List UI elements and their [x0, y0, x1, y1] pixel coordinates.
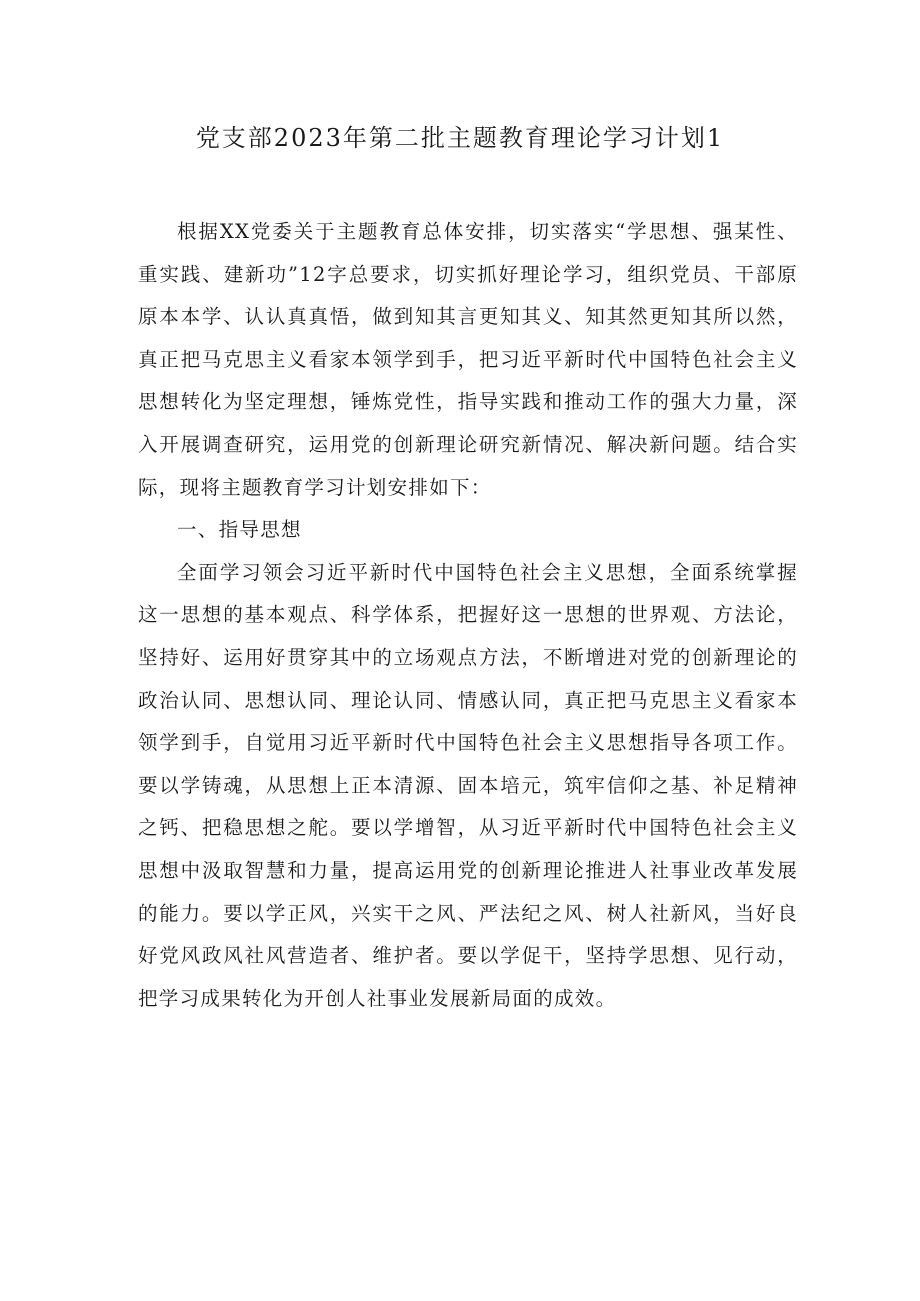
document-body	[138, 211, 798, 1020]
section-paragraph-guiding-ideology: 全面学习领会习近平新时代中国特色社会主义思想，全面系统掌握这一思想的基本观点、科学体系，把握好这一思想的世界观、方法论，坚持好、运用好贯穿其中的立场观点方法，不断增进对党的创新理论的政治认同、思想认同、理论认同、情感认同，真正把马克思主义看家本领学到手，自觉用习近平新时代中国特色社会主义思想指导各项工作。要以学铸魂，从思想上正本清源、固本培元，筑牢信仰之基、补足精神之钙、把稳思想之舵。要以学增智，从习近平新时代中国特色社会主义思想中汲取智慧和力量，提高运用党的创新理论推进人社事业改革发展的能力。要以学正风，兴实干之风、严法纪之风、树人社新风，当好良好党风政风社风营造者、维护者。要以学促干，坚持学思想、见行动，把学习成果转化为开创人社事业发展新局面的成效。	[138, 560, 798, 1010]
section-heading-guiding-ideology: 一、指导思想	[177, 518, 302, 542]
intro-paragraph: 根据XX党委关于主题教育总体安排，切实落实“学思想、强某性、重实践、建新功”12字总要求，切实抓好理论学习，组织党员、干部原原本本学、认认真真悟，做到知其言更知其义、知其然更知其所以然，真正把马克思主义看家本领学到手，把习近平新时代中国特色社会主义思想转化为坚定理想，锤炼党性，指导实践和推动工作的强大力量，深入开展调查研究，运用党的创新理论研究新情况、解决新问题。结合实际，现将主题教育学习计划安排如下：	[138, 220, 798, 499]
document-title: 党支部2023年第二批主题教育理论学习计划1	[195, 124, 725, 152]
